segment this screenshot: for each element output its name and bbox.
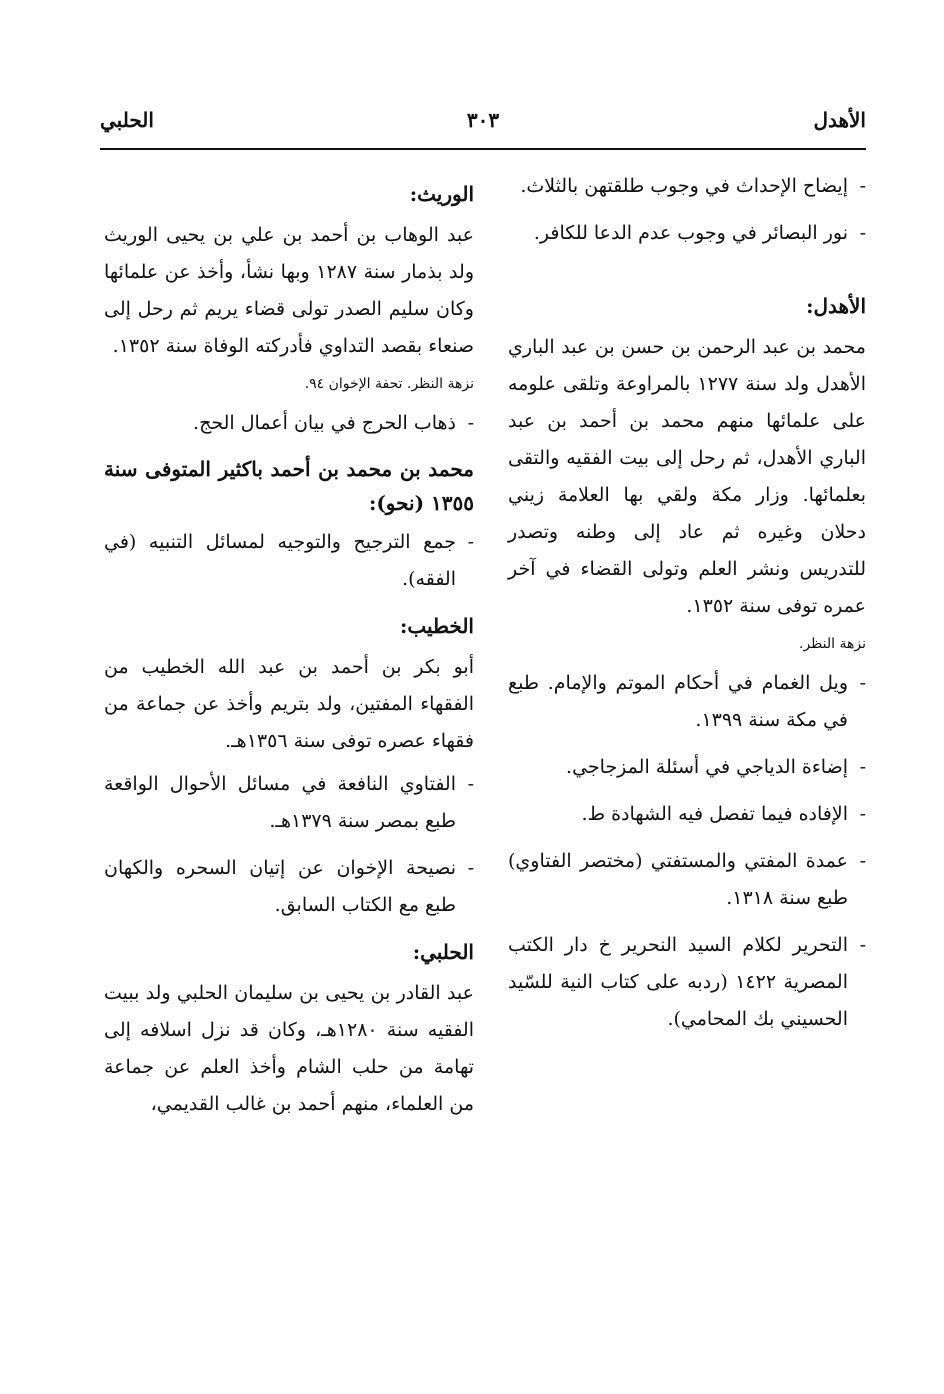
section-heading-ahdal: الأهدل:	[806, 294, 866, 318]
section-heading-khatib: الخطيب:	[399, 614, 474, 638]
work-title: إيضاح الإحداث في وجوب طلقتهن بالثلاث.	[520, 175, 848, 197]
source-note: نزهة النظر. تحفة الإخوان ٩٤.	[304, 376, 474, 392]
work-title: عمدة المفتي والمستفتي (مختصر الفتاوي) طبع سنة ١٣١٨.	[508, 850, 848, 909]
list-item: - نور البصائر في وجوب عدم الدعا للكافر.	[533, 222, 866, 244]
biography-wuraith: عبد الوهاب بن أحمد بن علي بن يحيى الوريث ولد بذمار سنة ١٢٨٧ وبها نشأ، وأخذ عن علمائها وكان سليم الصدر تولى قضاء يريم ثم رحل إلى صنعاء بقصد التداوي فأدركته الوفاة سنة ١٣٥٢.	[104, 224, 474, 357]
work-title: التحرير لكلام السيد النحرير خ دار الكتب المصرية ١٤٢٢ (ردبه على كتاب النية للسّيد الحسيني بك المحامي).	[508, 934, 848, 1030]
running-header	[100, 108, 866, 142]
list-item: - نصيحة الإخوان عن إتيان السحره والكهان طبع مع الكتاب السابق.	[104, 857, 474, 916]
work-title: نور البصائر في وجوب عدم الدعا للكافر.	[533, 222, 848, 244]
list-item: - التحرير لكلام السيد النحرير خ دار الكتب المصرية ١٤٢٢ (ردبه على كتاب النية للسّيد الحسيني بك المحامي).	[508, 934, 866, 1030]
page-number: ٣٠٣	[466, 108, 500, 132]
biography-khatib: أبو بكر بن أحمد بن عبد الله الخطيب من الفقهاء المفتين، ولد بتريم وأخذ عن جماعة من فقهاء عصره توفى سنة ١٣٥٦هـ.	[104, 656, 474, 752]
list-item: - الفتاوي النافعة في مسائل الأحوال الواقعة طبع بمصر سنة ١٣٧٩هـ.	[104, 773, 474, 832]
header-rule	[100, 148, 866, 150]
biography-halabi: عبد القادر بن يحيى بن سليمان الحلبي ولد ببيت الفقيه سنة ١٢٨٠هـ، وكان قد نزل اسلافه إلى تهامة من حلب الشام وأخذ العلم عن جماعة من العلماء، منهم أحمد بن غالب القديمي،	[104, 982, 474, 1115]
work-title: ويل الغمام في أحكام الموتم والإمام. طبع في مكة سنة ١٣٩٩.	[508, 672, 848, 731]
work-title: ذهاب الحرج في بيان أعمال الحج.	[193, 412, 456, 434]
work-title: جمع الترجيح والتوجيه لمسائل التنبيه (في الفقه).	[104, 531, 456, 590]
work-title: الفتاوي النافعة في مسائل الأحوال الواقعة طبع بمصر سنة ١٣٧٩هـ.	[104, 773, 456, 832]
list-item: - الإفاده فيما تفصل فيه الشهادة ط.	[581, 803, 866, 825]
list-item: - ذهاب الحرج في بيان أعمال الحج.	[193, 412, 474, 434]
section-heading-wuraith: الوريث:	[409, 182, 474, 206]
header-right-title: الأهدل	[813, 108, 866, 132]
section-heading-bakathir: محمد بن محمد بن أحمد باكثير المتوفى سنة ١٣٥٥ (نحو):	[104, 457, 474, 515]
list-item: - إيضاح الإحداث في وجوب طلقتهن بالثلاث.	[520, 175, 866, 197]
list-item: - عمدة المفتي والمستفتي (مختصر الفتاوي) طبع سنة ١٣١٨.	[508, 850, 866, 909]
list-item: - جمع الترجيح والتوجيه لمسائل التنبيه (في الفقه).	[104, 531, 474, 590]
work-title: نصيحة الإخوان عن إتيان السحره والكهان طبع مع الكتاب السابق.	[104, 857, 456, 916]
source-note: نزهة النظر.	[799, 636, 866, 652]
section-heading-halabi: الحلبي:	[412, 940, 474, 964]
work-title: إضاءة الدياجي في أسئلة المزجاجي.	[566, 756, 848, 778]
work-title: الإفاده فيما تفصل فيه الشهادة ط.	[581, 803, 848, 825]
left-column	[104, 168, 474, 1129]
biography-ahdal: محمد بن عبد الرحمن بن حسن بن عبد الباري الأهدل ولد سنة ١٢٧٧ بالمراوعة وتلقى علومه على علمائها منهم محمد بن أحمد بن عبد الباري الأهدل، ثم رحل إلى بيت الفقيه والتقى بعلمائها. وزار مكة ولقي بها العلامة زيني دحلان وغيره ثم عاد إلى وطنه وتصدر للتدريس ونشر العلم وتولى القضاء في آخر عمره توفى سنة ١٣٥٢.	[508, 336, 867, 617]
list-item: - إضاءة الدياجي في أسئلة المزجاجي.	[566, 756, 866, 778]
right-column	[508, 168, 866, 1048]
list-item: - ويل الغمام في أحكام الموتم والإمام. طبع في مكة سنة ١٣٩٩.	[508, 672, 866, 731]
header-left-title: الحلبي	[100, 108, 154, 132]
